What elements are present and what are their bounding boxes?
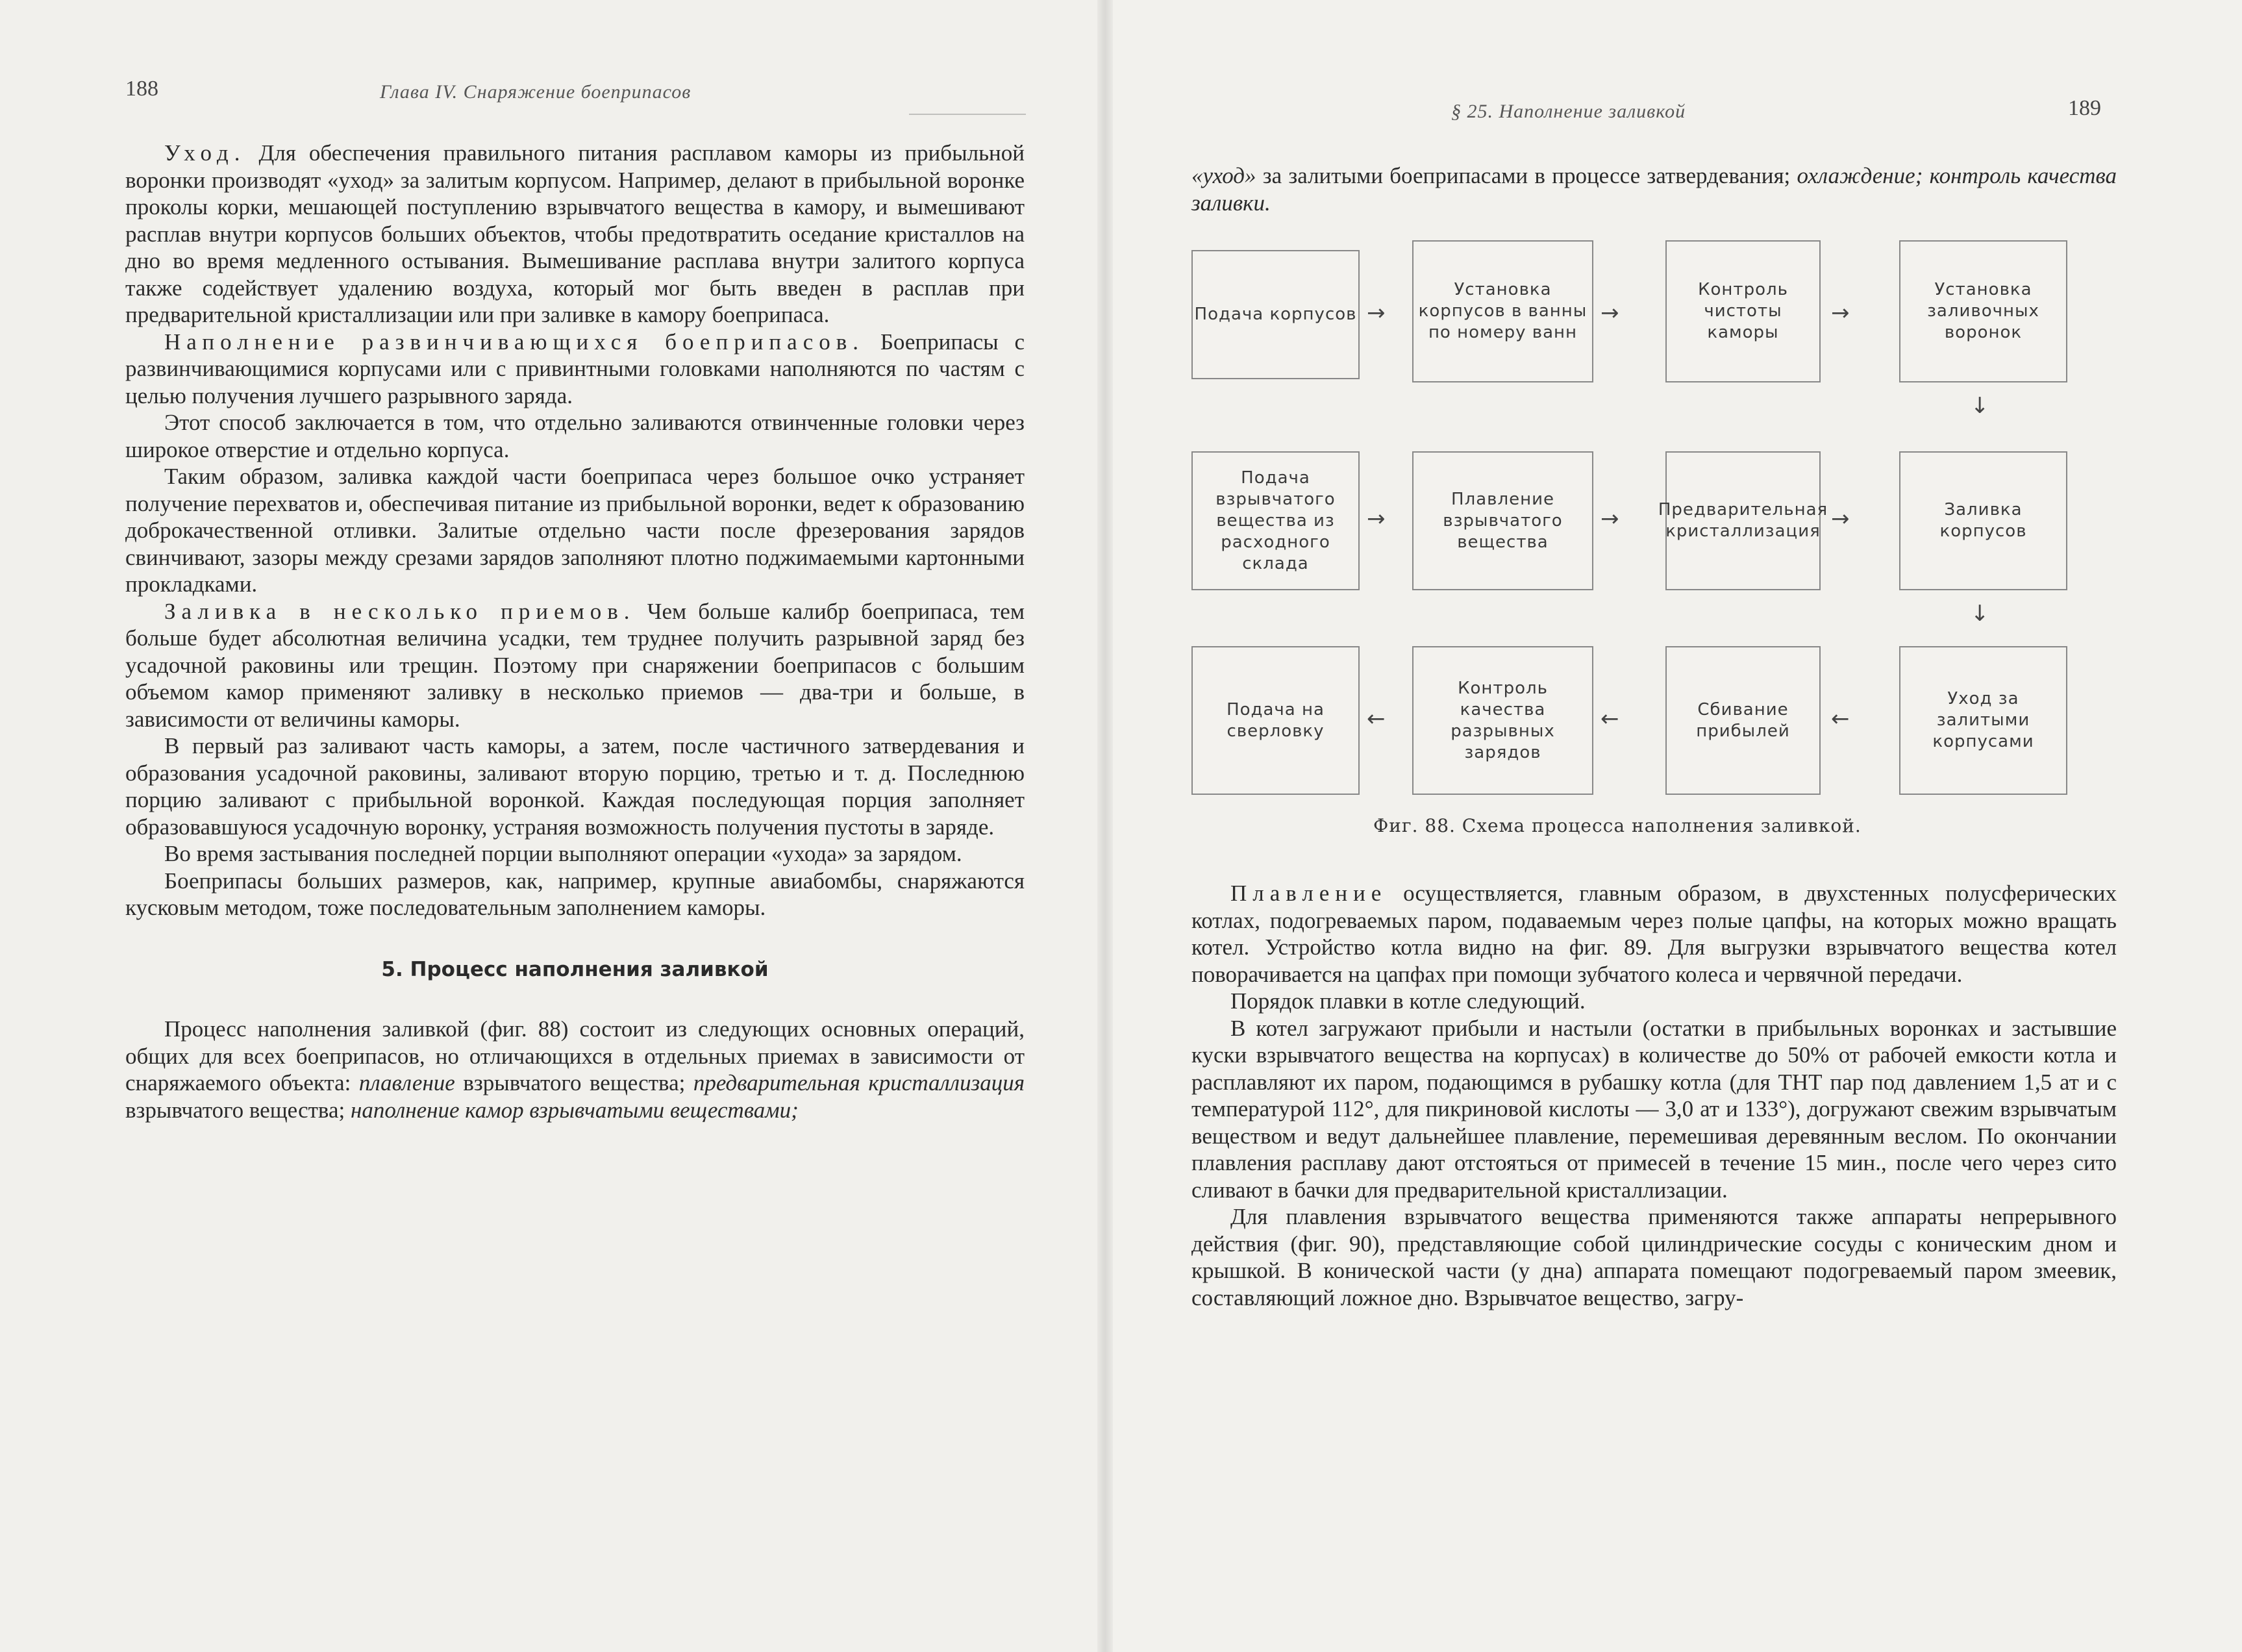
arrow-left: ← (1831, 706, 1850, 732)
paragraph (1191, 162, 2117, 216)
arrow-right: → (1367, 506, 1386, 532)
paragraph-text: В первый раз заливают часть каморы, а затем, после частичного затвердевания и образования усадочной раковины, заливают вторую порцию, третью и т. д. Последнюю порцию заливают с прибыльной воронкой. Каждая последующая порция заполняет образовавшуюся усадочную воронку, устраняя возможность получения пустоты в заряде. (125, 733, 1025, 840)
box-feed-drilling (1191, 646, 1360, 795)
paragraph-text: Этот способ заключается в том, что отдельно заливаются отвинченные головки через широкое отверстие и отдельно корпуса. (125, 410, 1025, 462)
paragraph-text: Для обеспечения правильного питания расплавом каморы из прибыльной воронки производят «уход» за залитым корпусом. Например, делают в прибыльной воронке проколы корки, мешающей поступлению взрывчатого вещества в камору, и вымешивают расплав внутри корпусов больших объектов, чтобы предотвратить оседание кристаллов на дно во время медленного остывания. Вымешивание расплава внутри залитого корпуса также содействует удалению воздуха, который мог быть введен в расплав при предварительной кристаллизации или при заливке в камору боеприпаса. (125, 140, 1025, 327)
paragraph-text: за залитыми боеприпасами в процессе затвердевания; (1256, 163, 1797, 188)
section-title: 5. Процесс наполнения заливкой (381, 957, 769, 981)
header-rule (909, 114, 1026, 115)
right-running-head: § 25. Наполнение заливкой (1451, 101, 1686, 122)
arrow-down: ↓ (1971, 393, 1989, 419)
left-page (0, 0, 1104, 1652)
box-pour-shells (1899, 451, 2067, 590)
arrow-right: → (1601, 300, 1619, 326)
box-feed-shells (1191, 250, 1360, 379)
process-flow-diagram (1191, 240, 2097, 799)
paragraph (1191, 1203, 2117, 1311)
arrow-left: ← (1601, 706, 1619, 732)
paragraph (125, 598, 1025, 733)
paragraph-text: Процесс наполнения заливкой (фиг. 88) состоит из следующих основных операций, общих для всех боеприпасов, но отличающихся в отдельных приемах в зависимости от снаряжаемого объекта: (125, 1016, 1025, 1095)
box-quality-control (1412, 646, 1593, 795)
box-install-shells (1412, 240, 1593, 382)
figure-caption: Фиг. 88. Схема процесса наполнения заливкой. (1373, 815, 1862, 836)
paragraph-text: Боеприпасы с развинчивающимися корпусами или с привинтными головками наполняются по частям с целью получения лучшего разрывного заряда. (125, 329, 1025, 408)
paragraph-text: взрывчатого вещества; (125, 1097, 351, 1123)
paragraph (125, 840, 1025, 868)
paragraph (125, 140, 1025, 329)
box-label: Сбивание прибылей (1696, 699, 1790, 741)
italic-term: «уход» (1191, 163, 1256, 188)
paragraph-text: Во время застывания последней порции выполняют операции «ухода» за зарядом. (164, 841, 962, 866)
box-label: Подача на сверловку (1227, 699, 1325, 741)
paragraph-text: осуществляется, главным образом, в двухстенных полусферических котлах, подогреваемых паром, подаваемым через полые цапфы, на которых можно вращать котел. Устройство котла видно на фиг. 89. Для выгрузки взрывчатого вещества котел поворачивается на цапфах при помощи зубчатого колеса и червячной передачи. (1191, 881, 2117, 987)
arrow-right: → (1831, 506, 1850, 532)
box-label: Установка заливочных воронок (1927, 280, 2039, 342)
box-label: Заливка корпусов (1939, 500, 2027, 541)
box-check-chamber (1665, 240, 1821, 382)
box-install-funnels (1899, 240, 2067, 382)
box-label: Контроль качества разрывных зарядов (1451, 678, 1555, 762)
italic-term: охлаждение; контроль качества заливки. (1191, 163, 2117, 216)
left-text-column (125, 140, 1025, 1123)
italic-term: плавление (358, 1070, 455, 1095)
box-knock-off-risers (1665, 646, 1821, 795)
paragraph (125, 1016, 1025, 1123)
box-label: Подача взрывчатого вещества из расходного склада (1215, 468, 1336, 573)
right-page-number: 189 (2068, 96, 2101, 120)
paragraph (125, 409, 1025, 463)
box-care-of-cast (1899, 646, 2067, 795)
paragraph-text: Порядок плавки в котле следующий. (1230, 988, 1586, 1014)
box-label: Установка корпусов в ванны по номеру ванн (1418, 280, 1588, 342)
arrow-right: → (1601, 506, 1619, 532)
arrow-right: → (1367, 300, 1386, 326)
left-page-number: 188 (125, 77, 158, 101)
paragraph (125, 868, 1025, 921)
italic-term: наполнение камор взрывчатыми веществами; (350, 1097, 799, 1123)
arrow-down: ↓ (1971, 601, 1989, 627)
box-pre-crystallization (1658, 451, 1828, 590)
box-feed-explosive (1191, 451, 1360, 590)
paragraph-lead: Наполнение развинчивающихся боеприпасов. (164, 329, 865, 355)
left-running-head: Глава IV. Снаряжение боеприпасов (380, 81, 691, 103)
right-text-column (1191, 880, 2117, 1311)
paragraph-text: взрывчатого вещества; (455, 1070, 693, 1095)
paragraph-lead: Плавление (1230, 881, 1388, 906)
paragraph-lead: Заливка в несколько приемов. (164, 598, 636, 624)
paragraph-text: Для плавления взрывчатого вещества применяются также аппараты непрерывного действия (фиг. 90), представляющие собой цилиндрические сосуды с коническим дном и крышкой. В конической части (у дна) аппарата помещают подогреваемый паром змеевик, составляющий ложное дно. Взрывчатое вещество, загру- (1191, 1204, 2117, 1310)
box-label: Плавление взрывчатого вещества (1443, 489, 1563, 552)
paragraph-text: В котел загружают прибыли и настыли (остатки в прибыльных воронках и застывшие куски взрывчатого вещества на корпусах) в количестве до 50% от рабочей емкости котла и расплавляют их паром, подающимся в рубашку котла (для ТНТ пар под давлением 1,5 ат и с температурой 112°, для пикриновой кислоты — 3,0 ат и 133°), догружают свежим взрывчатым веществом и ведут дальнейшее плавление, перемешивая деревянным веслом. По окончании плавления расплаву дают отстояться от примесей в течение 15 мин., после чего через сито сливают в бачки для предварительной кристаллизации. (1191, 1015, 2117, 1203)
paragraph-text: Таким образом, заливка каждой части боеприпаса через большое очко устраняет получение перехватов и, обеспечивая питание из прибыльной воронки, ведет к образованию доброкачественной отливки. Залитые отдельно части после фрезерования зарядов свинчивают, зазоры между срезами зарядов заполняют плотно поджимаемыми картонными прокладками. (125, 464, 1025, 597)
paragraph (1191, 880, 2117, 988)
paragraph (1191, 988, 2117, 1015)
italic-term: предварительная кристаллизация (693, 1070, 1025, 1095)
box-label: Подача корпусов (1194, 305, 1357, 324)
box-label: Контроль чистоты каморы (1698, 280, 1788, 342)
box-label: Предварительная кристаллизация (1658, 500, 1828, 541)
paragraph-text: Боеприпасы больших размеров, как, например, крупные авиабомбы, снаряжаются кусковым методом, тоже последовательным заполнением каморы. (125, 868, 1025, 920)
arrow-right: → (1831, 300, 1850, 326)
paragraph (125, 732, 1025, 840)
right-intro (1191, 162, 2117, 216)
paragraph (125, 463, 1025, 598)
paragraph-lead: Уход. (164, 140, 246, 166)
arrow-left: ← (1367, 706, 1386, 732)
paragraph (1191, 1015, 2117, 1204)
paragraph (125, 329, 1025, 410)
box-melting (1412, 451, 1593, 590)
box-label: Уход за залитыми корпусами (1932, 689, 2034, 751)
book-gutter (1097, 0, 1113, 1652)
paragraph-text: Чем больше калибр боеприпаса, тем больше будет абсолютная величина усадки, тем труднее получить разрывной заряд без усадочной раковины или трещин. Поэтому при снаряжении боеприпасов с большим объемом камор применяют заливку в несколько приемов — два-три и больше, в зависимости от величины каморы. (125, 598, 1025, 732)
